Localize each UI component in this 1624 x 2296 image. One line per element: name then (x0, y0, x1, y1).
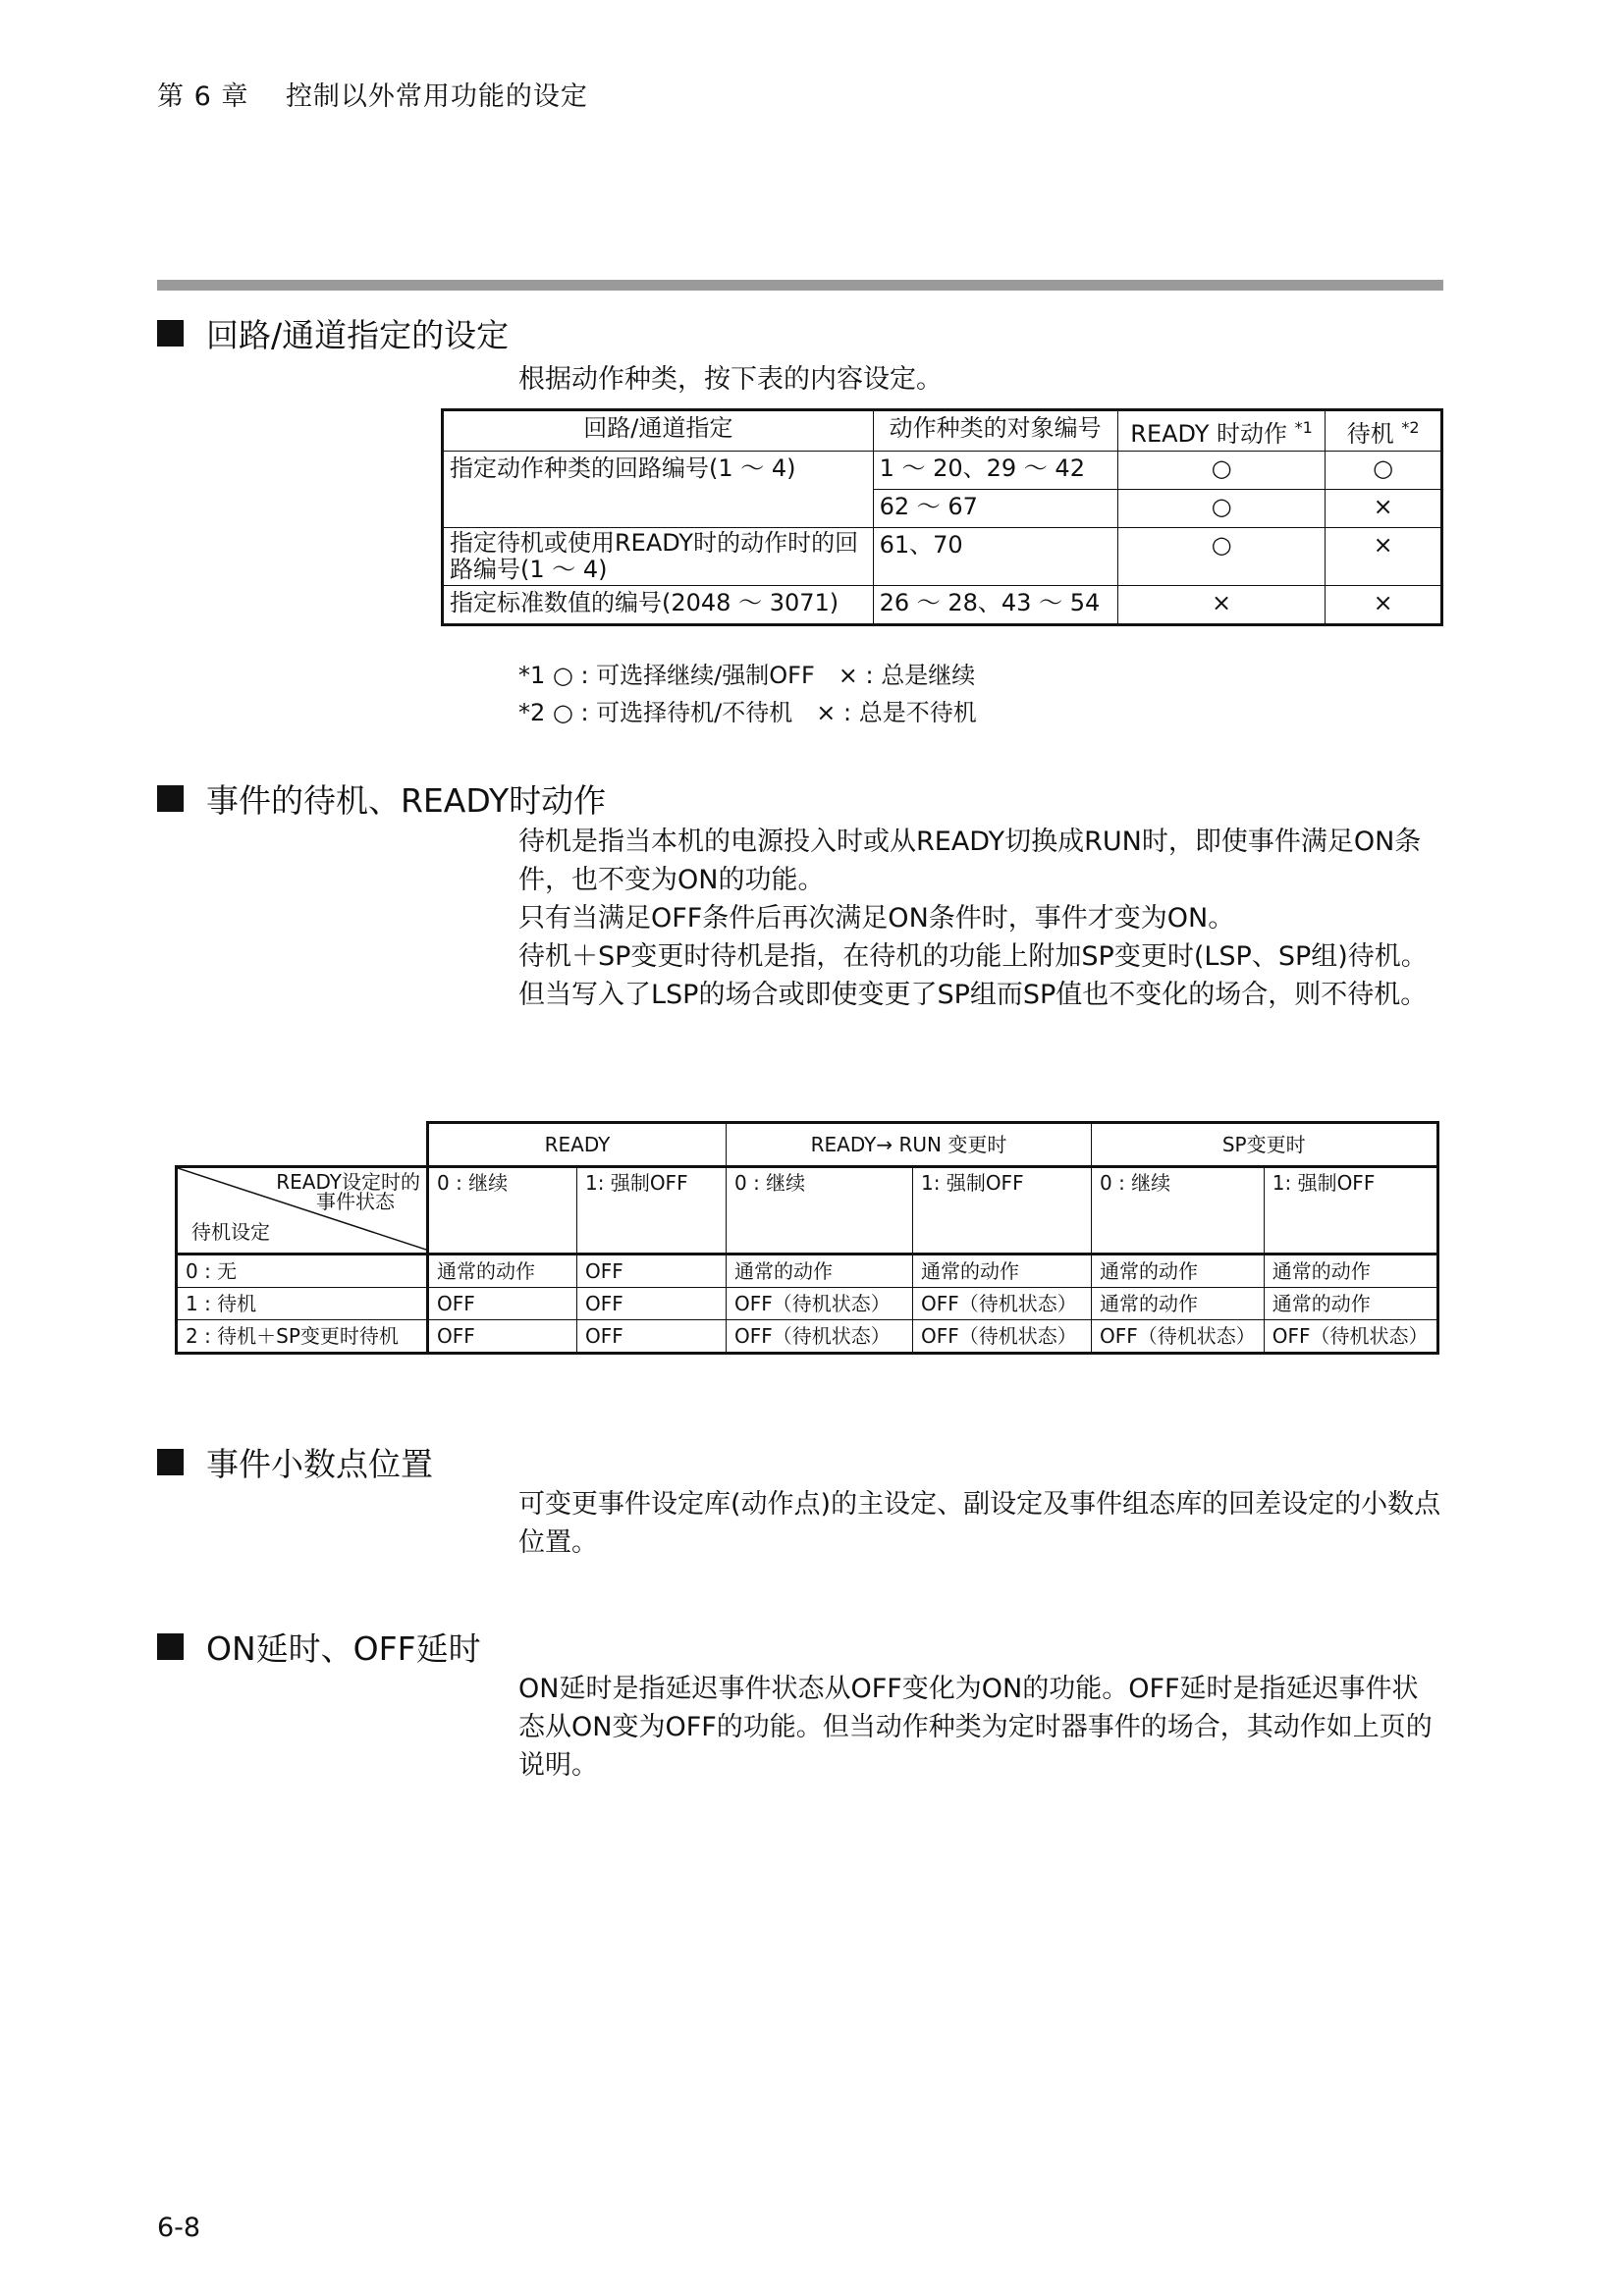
section-title: 事件的待机、READY时动作 (206, 781, 607, 820)
group-header-row (177, 1123, 1438, 1167)
footnote-ref: *2 (1401, 418, 1420, 437)
table-cell: ○ (1117, 490, 1326, 528)
paragraph: 只有当满足OFF条件后再次满足ON条件时，事件才变为ON。 (518, 903, 1235, 934)
table-cell: 通常的动作 (1092, 1288, 1265, 1320)
standby-description (518, 823, 1443, 1014)
table-cell: 指定待机或使用READY时的动作时的回路编号(1 ～ 4) (443, 528, 874, 586)
table-cell: OFF（待机状态） (913, 1288, 1092, 1320)
section-heading-standby (157, 775, 606, 822)
section-title: 事件小数点位置 (206, 1445, 433, 1483)
table-row (443, 452, 1442, 490)
section-heading-channel (157, 310, 509, 356)
empty-corner (177, 1123, 428, 1167)
table-cell: 指定标准数值的编号(2048 ～ 3071) (443, 586, 874, 625)
option-cell: 0 : 继续 (428, 1167, 577, 1255)
table-cell: × (1326, 528, 1442, 586)
table-row (443, 528, 1442, 586)
header-text: 待机 (1346, 420, 1394, 448)
section-title: 回路/通道指定的设定 (206, 316, 510, 354)
square-bullet-icon (157, 320, 184, 347)
diagonal-header-cell (177, 1167, 428, 1255)
square-bullet-icon (157, 1449, 184, 1475)
section-title: ON延时、OFF延时 (206, 1629, 481, 1668)
section-intro (518, 360, 1443, 399)
table-cell: OFF (577, 1320, 727, 1354)
table-header-row (443, 410, 1442, 452)
table-cell: 通常的动作 (913, 1255, 1092, 1288)
table-row (177, 1288, 1438, 1320)
table-cell: 指定动作种类的回路编号(1 ～ 4) (443, 452, 874, 528)
table-cell: × (1117, 586, 1326, 625)
option-row (177, 1167, 1438, 1255)
table-cell: OFF（待机状态） (727, 1288, 913, 1320)
intro-text: 根据动作种类，按下表的内容设定。 (518, 364, 943, 395)
decimal-description (518, 1485, 1443, 1562)
table-cell: OFF（待机状态） (913, 1320, 1092, 1354)
footnotes (518, 657, 977, 731)
table-cell: OFF（待机状态） (1092, 1320, 1265, 1354)
diag-top-line-2: 事件状态 (316, 1190, 395, 1213)
paragraph: 待机＋SP变更时待机是指，在待机的功能上附加SP变更时(LSP、SP组)待机。 (518, 941, 1428, 972)
paragraph: 可变更事件设定库(动作点)的主设定、副设定及事件组态库的回差设定的小数点位置。 (518, 1489, 1441, 1558)
table-cell: OFF (577, 1288, 727, 1320)
channel-assignment-table (441, 408, 1443, 626)
footnote-ref: *1 (1294, 418, 1313, 437)
header-cell: 动作种类的对象编号 (873, 410, 1117, 452)
chapter-header (157, 75, 588, 113)
table-cell: 62 ～ 67 (873, 490, 1117, 528)
square-bullet-icon (157, 785, 184, 812)
paragraph: 但当写入了LSP的场合或即使变更了SP组而SP值也不变化的场合，则不待机。 (518, 980, 1428, 1010)
table-cell: OFF (428, 1288, 577, 1320)
row-label: 2 : 待机＋SP变更时待机 (177, 1320, 428, 1354)
table-cell: 1 ～ 20、29 ～ 42 (873, 452, 1117, 490)
chapter-number: 第 6 章 (157, 81, 249, 112)
paragraph: 待机是指当本机的电源投入时或从READY切换成RUN时，即使事件满足ON条件，也不变为ON的功能。 (518, 827, 1422, 895)
table-cell: ○ (1326, 452, 1442, 490)
diag-top-line-1: READY设定时的 (276, 1170, 420, 1194)
chapter-title: 控制以外常用功能的设定 (285, 81, 588, 112)
diagonal-top-label (276, 1172, 420, 1211)
table-cell: 通常的动作 (428, 1255, 577, 1288)
option-cell: 1: 强制OFF (1264, 1167, 1437, 1255)
delay-description (518, 1670, 1443, 1785)
header-text: READY 时动作 (1130, 420, 1287, 448)
table-cell: × (1326, 586, 1442, 625)
option-cell: 1: 强制OFF (913, 1167, 1092, 1255)
table-cell: 通常的动作 (1264, 1288, 1437, 1320)
group-header: SP变更时 (1092, 1123, 1438, 1167)
table-cell: 通常的动作 (1264, 1255, 1437, 1288)
section-divider (157, 280, 1443, 291)
footnote-2: *2 ○ : 可选择待机/不待机 × : 总是不待机 (518, 699, 977, 726)
table-cell: ○ (1117, 452, 1326, 490)
table-cell: OFF (577, 1255, 727, 1288)
table-cell: ○ (1117, 528, 1326, 586)
section-heading-delay (157, 1624, 481, 1670)
table-cell: 通常的动作 (727, 1255, 913, 1288)
table-cell: OFF（待机状态） (1264, 1320, 1437, 1354)
group-header: READY→ RUN 变更时 (727, 1123, 1092, 1167)
group-header: READY (428, 1123, 727, 1167)
header-cell (1117, 410, 1326, 452)
table-cell: 26 ～ 28、43 ～ 54 (873, 586, 1117, 625)
table-cell: 通常的动作 (1092, 1255, 1265, 1288)
square-bullet-icon (157, 1633, 184, 1660)
table-cell: OFF（待机状态） (727, 1320, 913, 1354)
paragraph: ON延时是指延迟事件状态从OFF变化为ON的功能。OFF延时是指延迟事件状态从ON变为OFF的功能。但当动作种类为定时器事件的场合，其动作如上页的说明。 (518, 1674, 1433, 1781)
option-cell: 0 : 继续 (727, 1167, 913, 1255)
table-row (177, 1255, 1438, 1288)
footnote-1: *1 ○ : 可选择继续/强制OFF × : 总是继续 (518, 662, 976, 689)
table-cell: × (1326, 490, 1442, 528)
option-cell: 1: 强制OFF (577, 1167, 727, 1255)
option-cell: 0 : 继续 (1092, 1167, 1265, 1255)
table-row (443, 586, 1442, 625)
row-label: 0 : 无 (177, 1255, 428, 1288)
section-heading-decimal (157, 1439, 433, 1485)
table-row (177, 1320, 1438, 1354)
page-number: 6-8 (157, 2213, 201, 2243)
row-label: 1 : 待机 (177, 1288, 428, 1320)
table-cell: 61、70 (873, 528, 1117, 586)
header-cell (1326, 410, 1442, 452)
standby-behavior-table (175, 1121, 1439, 1355)
diagonal-bottom-label: 待机设定 (191, 1220, 270, 1244)
header-cell: 回路/通道指定 (443, 410, 874, 452)
table-cell: OFF (428, 1320, 577, 1354)
